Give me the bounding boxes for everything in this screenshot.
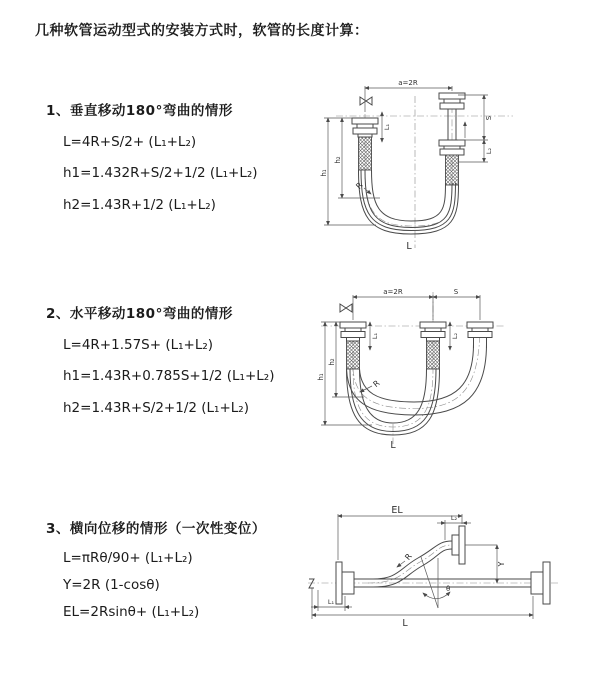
diagram-lateral-displacement	[298, 500, 568, 645]
length-label: L	[390, 440, 396, 451]
section-horizontal-movement	[46, 305, 274, 424]
dim-label-l2: L₂	[451, 332, 459, 340]
formula-line: h2=1.43R+1/2 (L₁+L₂)	[63, 196, 216, 213]
dim-label-stroke: S	[485, 115, 493, 121]
braided-section	[427, 341, 440, 369]
diagram-horizontal-180-bend	[306, 280, 531, 455]
section-1-heading: 1、垂直移动180°弯曲的情形	[46, 103, 233, 119]
dim-label-l2: L₂	[450, 514, 458, 522]
dim-label-h1: h₁	[320, 169, 328, 177]
dim-label-width: a=2R	[398, 79, 418, 87]
dim-label-el: EL	[391, 505, 403, 516]
formula-line: Y=2R (1-cosθ)	[63, 576, 160, 593]
flanges	[336, 526, 550, 604]
section-lateral-displacement	[46, 520, 266, 625]
valve-icon	[340, 304, 352, 312]
dim-label-y: Y	[497, 561, 506, 567]
radius-label: R	[371, 378, 382, 389]
dimensions	[321, 295, 480, 425]
length-label: L	[406, 241, 412, 252]
formula-line: L=πRθ/90+ (L₁+L₂)	[63, 549, 193, 566]
dim-label-h2: h₂	[334, 156, 342, 164]
section-vertical-movement	[46, 102, 258, 221]
dim-label-stroke: S	[453, 288, 459, 296]
formula-line: L=4R+1.57S+ (L₁+L₂)	[63, 336, 214, 353]
radius-label: R	[403, 551, 414, 562]
formula-line: L=4R+S/2+ (L₁+L₂)	[63, 133, 197, 150]
dim-label-l1: L₁	[327, 598, 335, 606]
diagram-vertical-180-bend	[308, 70, 523, 260]
braided-section	[446, 155, 459, 185]
angle-label: θ	[446, 585, 451, 593]
section-3-heading: 3、横向位移的情形（一次性变位）	[46, 521, 266, 537]
formula-line: EL=2Rsinθ+ (L₁+L₂)	[63, 603, 200, 620]
dim-label-l2: L₂	[485, 147, 493, 155]
dim-label-l1: L₁	[371, 332, 379, 340]
length-label: L	[402, 618, 408, 629]
formula-line: h1=1.432R+S/2+1/2 (L₁+L₂)	[63, 165, 258, 182]
page-title: 几种软管运动型式的安装方式时，软管的长度计算：	[35, 23, 369, 39]
braided-section	[347, 341, 360, 369]
dim-label-width: a=2R	[383, 288, 403, 296]
formula-line: h1=1.43R+0.785S+1/2 (L₁+L₂)	[63, 368, 275, 385]
dim-label-h2: h₂	[328, 358, 336, 366]
pipe-break-icon	[309, 579, 314, 588]
dim-label-h1: h₁	[317, 373, 325, 381]
formula-line: h2=1.43R+S/2+1/2 (L₁+L₂)	[63, 399, 249, 416]
angle-construction	[421, 557, 450, 608]
radius-label: R	[354, 180, 365, 191]
dim-label-l1: L₁	[383, 123, 391, 131]
valve-icon	[360, 97, 372, 105]
braided-section	[359, 137, 372, 170]
section-2-heading: 2、水平移动180°弯曲的情形	[46, 306, 233, 322]
